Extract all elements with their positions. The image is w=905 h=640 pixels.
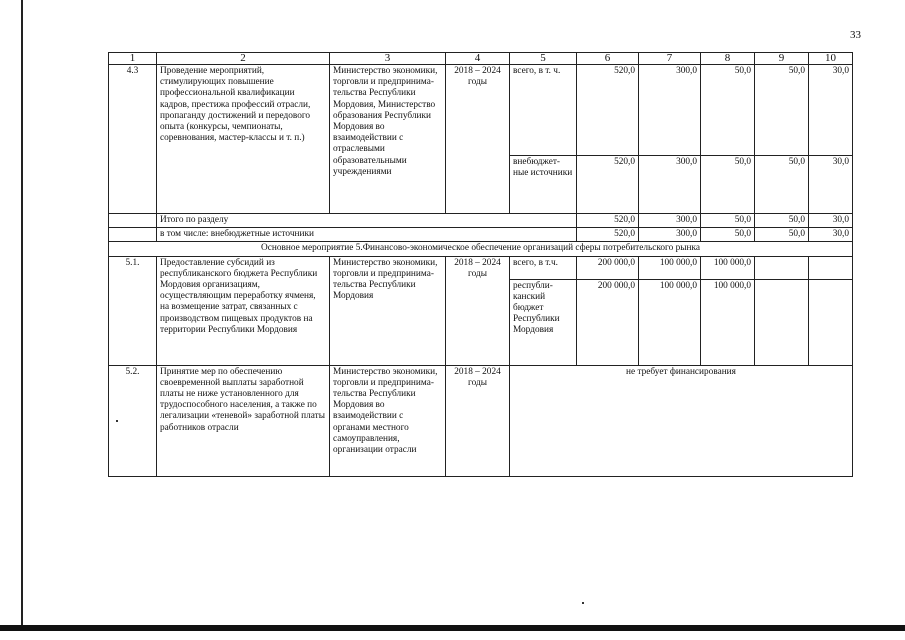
item-number: 4.3: [109, 65, 157, 214]
period-cell: 2018 – 2024 годы: [446, 256, 510, 365]
source-cell: внебюджет-ные источники: [510, 156, 577, 214]
scan-left-edge: [21, 0, 23, 627]
column-header: 4: [446, 53, 510, 65]
program-table: [108, 52, 853, 477]
source-cell: республи-канский бюджет Республики Мордовия: [510, 279, 577, 365]
source-cell: всего, в т. ч.: [510, 65, 577, 156]
amount-cell: 300,0: [639, 65, 701, 156]
amount-cell: [809, 256, 853, 279]
amount-cell: 30,0: [809, 65, 853, 156]
period-cell: 2018 – 2024 годы: [446, 65, 510, 214]
column-header: 8: [701, 53, 755, 65]
activity-cell: Принятие мер по обеспечению своевременной выплаты заработной платы не ниже установленного для трудоспособного населения, а также по легализации «теневой» заработной платы работников отрасли: [157, 365, 330, 476]
column-header: 6: [577, 53, 639, 65]
amount-cell: 200 000,0: [577, 279, 639, 365]
amount-cell: 50,0: [701, 214, 755, 228]
amount-cell: [755, 279, 809, 365]
column-header: 10: [809, 53, 853, 65]
amount-cell: 50,0: [701, 228, 755, 242]
amount-cell: 520,0: [577, 156, 639, 214]
amount-cell: 200 000,0: [577, 256, 639, 279]
total-row: [109, 214, 853, 228]
amount-cell: 520,0: [577, 228, 639, 242]
amount-cell: 300,0: [639, 228, 701, 242]
table-row: [109, 256, 853, 279]
amount-cell: 100 000,0: [701, 279, 755, 365]
total-offbudget-label: в том числе: внебюджетные источники: [157, 228, 577, 242]
empty-cell: [109, 214, 157, 228]
amount-cell: 100 000,0: [701, 256, 755, 279]
executor-cell: Министерство экономики, торговли и предпринима-тельства Республики Мордовия во взаимодействии с органами местного самоуправления, организации отрасли: [330, 365, 446, 476]
amount-cell: 520,0: [577, 65, 639, 156]
column-number-row: [109, 53, 853, 65]
amount-cell: 30,0: [809, 156, 853, 214]
table-row: [109, 365, 853, 476]
executor-cell: Министерство экономики, торговли и предпринима-тельства Республики Мордовия, Министерство образования Республики Мордовия во взаимодействии с отраслевыми образовательными учреждениями: [330, 65, 446, 214]
amount-cell: 50,0: [755, 65, 809, 156]
column-header: 2: [157, 53, 330, 65]
activity-cell: Предоставление субсидий из республиканского бюджета Республики Мордовия организациям, осуществляющим переработку ячменя, на возмещение затрат, связанных с производством пищевых продуктов на территории Республики Мордовия: [157, 256, 330, 365]
column-header: 9: [755, 53, 809, 65]
amount-cell: 50,0: [755, 228, 809, 242]
source-cell: всего, в т.ч.: [510, 256, 577, 279]
amount-cell: 300,0: [639, 156, 701, 214]
column-header: 3: [330, 53, 446, 65]
column-header: 1: [109, 53, 157, 65]
amount-cell: 520,0: [577, 214, 639, 228]
scan-bottom-edge: [0, 625, 905, 631]
period-cell: 2018 – 2024 годы: [446, 365, 510, 476]
amount-cell: 50,0: [755, 214, 809, 228]
item-number: 5.2.: [109, 365, 157, 476]
table-row: [109, 65, 853, 156]
activity-cell: Проведение мероприятий, стимулирующих повышение профессиональной квалификации кадров, престижа профессий отрасли, пропаганду достижений и передового опыта (конкурсы, чемпионаты, соревнования, мастер-классы и т. п.): [157, 65, 330, 214]
executor-cell: Министерство экономики, торговли и предпринима-тельства Республики Мордовия: [330, 256, 446, 365]
amount-cell: [755, 256, 809, 279]
item-number: 5.1.: [109, 256, 157, 365]
page-number: 33: [850, 29, 861, 41]
financing-note: не требует финансирования: [510, 365, 853, 476]
total-offbudget-row: [109, 228, 853, 242]
amount-cell: 30,0: [809, 214, 853, 228]
amount-cell: 100 000,0: [639, 279, 701, 365]
column-header: 7: [639, 53, 701, 65]
amount-cell: 30,0: [809, 228, 853, 242]
scan-speck: [582, 602, 584, 604]
section-title: Основное мероприятие 5.Финансово-экономическое обеспечение организаций сферы потребительского рынка: [109, 242, 853, 256]
amount-cell: 300,0: [639, 214, 701, 228]
amount-cell: [809, 279, 853, 365]
amount-cell: 50,0: [755, 156, 809, 214]
column-header: 5: [510, 53, 577, 65]
amount-cell: 100 000,0: [639, 256, 701, 279]
section-heading-row: [109, 242, 853, 256]
empty-cell: [109, 228, 157, 242]
total-label: Итого по разделу: [157, 214, 577, 228]
amount-cell: 50,0: [701, 156, 755, 214]
amount-cell: 50,0: [701, 65, 755, 156]
